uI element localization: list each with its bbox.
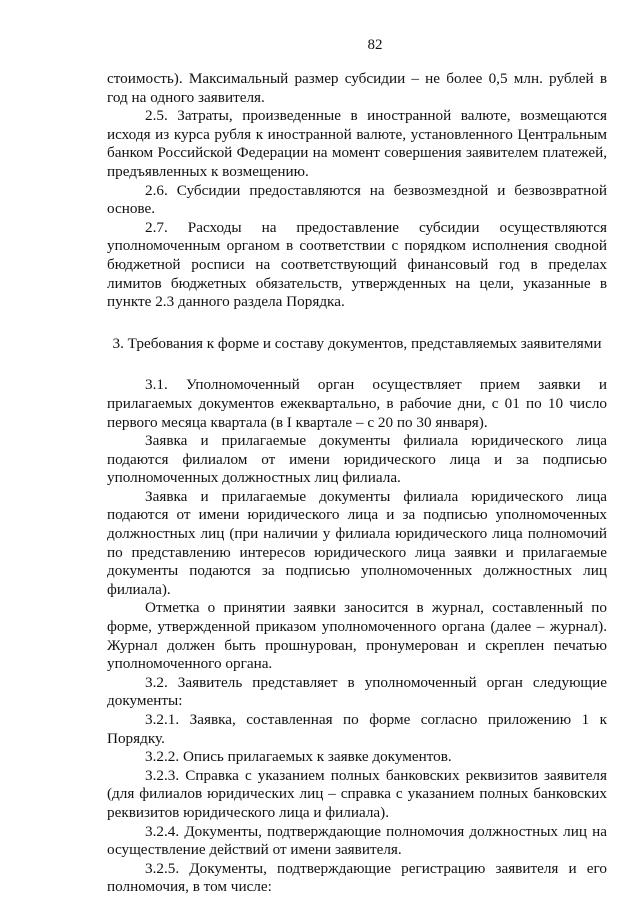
document-page [107,36,607,897]
paragraph: 2.6. Субсидии предоставляются на безвозмездной и безвозвратной основе. [107,181,607,218]
paragraph: Отметка о принятии заявки заносится в журнал, составленный по форме, утвержденной приказом уполномоченного органа (далее – журнал). Журнал должен быть прошнурован, пронумерован и скреплен печатью уполномоченного органа. [107,599,607,673]
paragraph: 3.1. Уполномоченный орган осуществляет прием заявки и прилагаемых документов ежеквартально, в рабочие дни, с 01 по 10 число первого месяца квартала (в I квартале – с 20 по 30 января). [107,376,607,431]
paragraph: Заявка и прилагаемые документы филиала юридического лица подаются филиалом от имени юридического лица и за подписью уполномоченных должностных лиц филиала. [107,432,607,487]
paragraph: 3.2. Заявитель представляет в уполномоченный орган следующие документы: [107,673,607,710]
section-3-paragraphs [107,376,607,897]
paragraph: 3.2.5. Документы, подтверждающие регистрацию заявителя и его полномочия, в том числе: [107,859,607,896]
section-2-paragraphs [107,70,607,312]
paragraph: 3.2.2. Опись прилагаемых к заявке документов. [145,748,452,766]
paragraph: 2.7. Расходы на предоставление субсидии осуществляются уполномоченным органом в соответствии с порядком исполнения сводной бюджетной росписи на соответствующий финансовый год в пределах лимитов бюджетных обязательств, утвержденных на цели, указанные в пункте 2.3 данного раздела Порядка. [107,218,607,311]
section-heading: 3. Требования к форме и составу документов, представляемых заявителями [112,334,602,352]
page-number: 82 [367,37,383,53]
paragraph: Заявка и прилагаемые документы филиала юридического лица подаются от имени юридического лица и за подписью уполномоченных должностных лиц (при наличии у филиала юридического лица полномочий по представлению интересов юридического лица заявки и прилагаемые документы подаются за подписью уполномоченных должностных лиц филиала). [107,487,607,598]
paragraph: 3.2.3. Справка с указанием полных банковских реквизитов заявителя (для филиалов юридических лиц – справка с указанием полных банковских реквизитов юридического лица и филиала). [107,766,607,821]
paragraph: 2.5. Затраты, произведенные в иностранной валюте, возмещаются исходя из курса рубля к иностранной валюте, установленного Центральным банком Российской Федерации на момент совершения заявителем платежей, предъявленных к возмещению. [107,107,607,180]
paragraph: стоимость). Максимальный размер субсидии – не более 0,5 млн. рублей в год на одного заявителя. [107,70,607,106]
paragraph: 3.2.4. Документы, подтверждающие полномочия должностных лиц на осуществление действий от имени заявителя. [107,822,607,859]
paragraph: 3.2.1. Заявка, составленная по форме согласно приложению 1 к Порядку. [107,711,607,747]
